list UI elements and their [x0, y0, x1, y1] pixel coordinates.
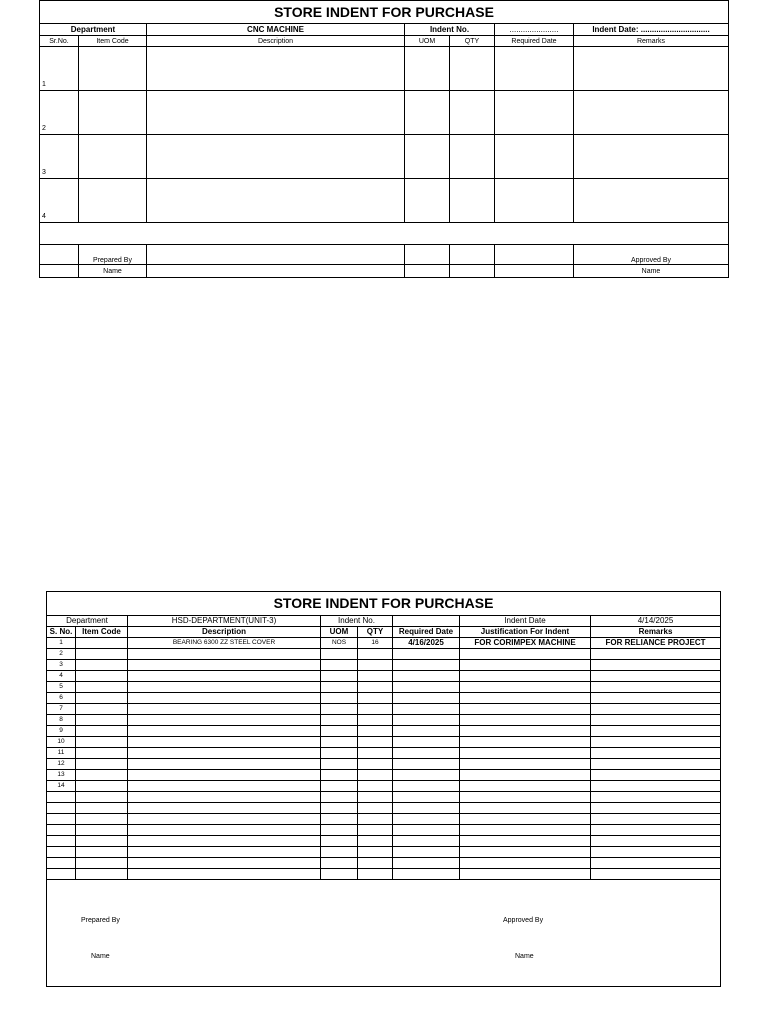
table-row — [40, 47, 729, 91]
table-row — [47, 803, 721, 814]
prepared-by-label: Prepared By — [81, 917, 120, 924]
uom-cell[interactable] — [405, 91, 450, 135]
sig-blank — [405, 245, 450, 265]
item-code-cell[interactable] — [76, 737, 128, 748]
sig-blank — [40, 245, 79, 265]
remarks-cell[interactable] — [591, 682, 721, 693]
department-label: Department — [40, 24, 147, 36]
uom-cell[interactable] — [321, 748, 358, 759]
uom-cell[interactable] — [321, 770, 358, 781]
row-serial — [47, 858, 76, 869]
item-code-cell[interactable] — [76, 660, 128, 671]
required-date-cell[interactable] — [393, 715, 460, 726]
item-code-cell[interactable] — [76, 836, 128, 847]
uom-cell[interactable] — [321, 836, 358, 847]
justification-cell[interactable] — [460, 825, 591, 836]
row-serial: 5 — [47, 682, 76, 693]
remarks-cell[interactable] — [591, 693, 721, 704]
table-row — [47, 836, 721, 847]
sig-blank — [495, 245, 574, 265]
item-code-cell[interactable] — [76, 638, 128, 649]
remarks-cell[interactable] — [591, 726, 721, 737]
remarks-cell[interactable] — [591, 781, 721, 792]
uom-cell[interactable]: NOS — [321, 638, 358, 649]
remarks-cell[interactable] — [591, 737, 721, 748]
indent-no-value: ...................... — [495, 24, 574, 36]
sig-blank — [147, 265, 405, 278]
justification-cell[interactable] — [460, 836, 591, 847]
justification-cell[interactable] — [460, 682, 591, 693]
uom-cell[interactable] — [321, 803, 358, 814]
form-title: STORE INDENT FOR PURCHASE — [40, 1, 729, 24]
col-header-item-code: Item Code — [79, 36, 147, 47]
form-title: STORE INDENT FOR PURCHASE — [47, 592, 721, 616]
sig-blank — [405, 265, 450, 278]
description-cell[interactable] — [128, 649, 321, 660]
remarks-cell[interactable] — [591, 660, 721, 671]
qty-cell[interactable] — [358, 671, 393, 682]
qty-cell[interactable] — [358, 737, 393, 748]
required-date-cell[interactable] — [393, 660, 460, 671]
uom-cell[interactable] — [321, 869, 358, 880]
table-row — [47, 682, 721, 693]
item-code-cell[interactable] — [76, 803, 128, 814]
item-code-cell[interactable] — [76, 748, 128, 759]
required-date-cell[interactable] — [393, 759, 460, 770]
qty-cell[interactable] — [358, 792, 393, 803]
qty-cell[interactable] — [358, 726, 393, 737]
row-serial — [47, 803, 76, 814]
table-row — [47, 748, 721, 759]
qty-cell[interactable] — [450, 179, 495, 223]
row-serial: 2 — [47, 649, 76, 660]
description-cell[interactable] — [128, 715, 321, 726]
signature-block — [47, 880, 721, 987]
justification-cell[interactable] — [460, 649, 591, 660]
justification-cell[interactable] — [460, 847, 591, 858]
justification-cell[interactable] — [460, 726, 591, 737]
row-serial: 2 — [40, 91, 79, 135]
qty-cell[interactable] — [358, 803, 393, 814]
indent-date-label: Indent Date: ............................... — [574, 24, 729, 36]
item-code-cell[interactable] — [76, 726, 128, 737]
row-serial: 3 — [40, 135, 79, 179]
name-label-right: Name — [515, 953, 534, 960]
required-date-cell[interactable] — [393, 693, 460, 704]
qty-cell[interactable] — [358, 814, 393, 825]
required-date-cell[interactable] — [495, 47, 574, 91]
uom-cell[interactable] — [321, 737, 358, 748]
table-row — [47, 638, 721, 649]
table-row — [47, 792, 721, 803]
required-date-cell[interactable] — [393, 847, 460, 858]
row-serial: 1 — [47, 638, 76, 649]
justification-cell[interactable] — [460, 737, 591, 748]
sig-blank — [450, 245, 495, 265]
justification-cell[interactable] — [460, 660, 591, 671]
name-label-right: Name — [574, 265, 729, 278]
col-header-required-date: Required Date — [495, 36, 574, 47]
indent-no-label: Indent No. — [321, 616, 393, 627]
qty-cell[interactable] — [358, 858, 393, 869]
remarks-cell[interactable] — [574, 91, 729, 135]
qty-cell[interactable] — [450, 91, 495, 135]
item-code-cell[interactable] — [76, 704, 128, 715]
uom-cell[interactable] — [321, 726, 358, 737]
required-date-cell[interactable] — [393, 792, 460, 803]
table-row — [40, 179, 729, 223]
table-row — [40, 135, 729, 179]
required-date-cell[interactable] — [393, 682, 460, 693]
description-cell[interactable]: BEARING 6300 ZZ STEEL COVER — [128, 638, 321, 649]
uom-cell[interactable] — [321, 693, 358, 704]
required-date-cell[interactable] — [495, 135, 574, 179]
indent-form-filled — [46, 591, 721, 987]
table-row — [47, 660, 721, 671]
description-cell[interactable] — [128, 759, 321, 770]
qty-cell[interactable] — [358, 660, 393, 671]
remarks-cell[interactable] — [591, 671, 721, 682]
uom-cell[interactable] — [321, 759, 358, 770]
remarks-cell[interactable] — [574, 135, 729, 179]
uom-cell[interactable] — [321, 671, 358, 682]
justification-cell[interactable] — [460, 704, 591, 715]
spacer-row — [40, 223, 729, 245]
description-cell[interactable] — [128, 781, 321, 792]
remarks-cell[interactable] — [591, 704, 721, 715]
description-cell[interactable] — [128, 825, 321, 836]
required-date-cell[interactable] — [393, 704, 460, 715]
required-date-cell[interactable]: 4/16/2025 — [393, 638, 460, 649]
item-code-cell[interactable] — [76, 693, 128, 704]
required-date-cell[interactable] — [393, 869, 460, 880]
description-cell[interactable] — [128, 858, 321, 869]
row-serial: 3 — [47, 660, 76, 671]
item-code-cell[interactable] — [76, 682, 128, 693]
justification-cell[interactable] — [460, 803, 591, 814]
remarks-cell[interactable] — [591, 836, 721, 847]
description-cell[interactable] — [128, 682, 321, 693]
required-date-cell[interactable] — [393, 814, 460, 825]
justification-cell[interactable] — [460, 814, 591, 825]
col-header-item-code: Item Code — [76, 627, 128, 638]
item-code-cell[interactable] — [79, 135, 147, 179]
col-header-qty: QTY — [358, 627, 393, 638]
remarks-cell[interactable] — [591, 803, 721, 814]
description-cell[interactable] — [128, 814, 321, 825]
approved-by-label: Approved By — [574, 245, 729, 265]
justification-cell[interactable] — [460, 748, 591, 759]
justification-cell[interactable] — [460, 715, 591, 726]
remarks-cell[interactable] — [591, 847, 721, 858]
table-row — [47, 847, 721, 858]
indent-form-blank — [39, 0, 729, 278]
remarks-cell[interactable] — [591, 748, 721, 759]
qty-cell[interactable] — [358, 770, 393, 781]
uom-cell[interactable] — [321, 715, 358, 726]
item-code-cell[interactable] — [76, 792, 128, 803]
table-row — [47, 671, 721, 682]
description-cell[interactable] — [147, 179, 405, 223]
table-row — [47, 726, 721, 737]
justification-cell[interactable] — [460, 693, 591, 704]
item-code-cell[interactable] — [76, 649, 128, 660]
qty-cell[interactable] — [358, 825, 393, 836]
description-cell[interactable] — [128, 748, 321, 759]
qty-cell[interactable] — [358, 869, 393, 880]
row-serial: 13 — [47, 770, 76, 781]
required-date-cell[interactable] — [393, 781, 460, 792]
uom-cell[interactable] — [405, 179, 450, 223]
row-serial — [47, 792, 76, 803]
description-cell[interactable] — [128, 704, 321, 715]
uom-cell[interactable] — [321, 814, 358, 825]
row-serial: 8 — [47, 715, 76, 726]
qty-cell[interactable] — [358, 781, 393, 792]
description-cell[interactable] — [147, 135, 405, 179]
qty-cell[interactable] — [358, 704, 393, 715]
name-label-left: Name — [79, 265, 147, 278]
row-serial: 1 — [40, 47, 79, 91]
description-cell[interactable] — [128, 869, 321, 880]
name-label-left: Name — [91, 953, 110, 960]
required-date-cell[interactable] — [393, 726, 460, 737]
item-code-cell[interactable] — [79, 91, 147, 135]
required-date-cell[interactable] — [393, 836, 460, 847]
qty-cell[interactable] — [358, 748, 393, 759]
item-code-cell[interactable] — [76, 858, 128, 869]
row-serial: 7 — [47, 704, 76, 715]
item-code-cell[interactable] — [76, 847, 128, 858]
remarks-cell[interactable] — [591, 858, 721, 869]
remarks-cell[interactable] — [574, 47, 729, 91]
indent-date-label: Indent Date — [460, 616, 591, 627]
qty-cell[interactable] — [450, 47, 495, 91]
prepared-by-label: Prepared By — [79, 245, 147, 265]
qty-cell[interactable] — [358, 759, 393, 770]
required-date-cell[interactable] — [495, 91, 574, 135]
row-serial: 6 — [47, 693, 76, 704]
table-row — [47, 858, 721, 869]
description-cell[interactable] — [128, 693, 321, 704]
justification-cell[interactable] — [460, 858, 591, 869]
row-serial — [47, 847, 76, 858]
justification-cell[interactable] — [460, 792, 591, 803]
item-code-cell[interactable] — [76, 869, 128, 880]
row-serial: 9 — [47, 726, 76, 737]
uom-cell[interactable] — [321, 649, 358, 660]
description-cell[interactable] — [128, 847, 321, 858]
qty-cell[interactable] — [358, 682, 393, 693]
col-header-uom: UOM — [321, 627, 358, 638]
row-serial — [47, 825, 76, 836]
uom-cell[interactable] — [321, 660, 358, 671]
qty-cell[interactable] — [450, 135, 495, 179]
required-date-cell[interactable] — [393, 671, 460, 682]
col-header-justification: Justification For Indent — [460, 627, 591, 638]
indent-date-value: 4/14/2025 — [591, 616, 721, 627]
table-row — [47, 781, 721, 792]
justification-cell[interactable] — [460, 781, 591, 792]
required-date-cell[interactable] — [393, 770, 460, 781]
qty-cell[interactable] — [358, 847, 393, 858]
indent-no-value[interactable] — [393, 616, 460, 627]
department-label: Department — [47, 616, 128, 627]
remarks-cell[interactable] — [574, 179, 729, 223]
item-code-cell[interactable] — [76, 671, 128, 682]
remarks-cell[interactable] — [591, 759, 721, 770]
uom-cell[interactable] — [405, 135, 450, 179]
item-code-cell[interactable] — [76, 781, 128, 792]
sig-blank — [450, 265, 495, 278]
uom-cell[interactable] — [321, 682, 358, 693]
uom-cell[interactable] — [321, 847, 358, 858]
table-row — [47, 825, 721, 836]
row-serial: 4 — [47, 671, 76, 682]
col-header-remarks: Remarks — [591, 627, 721, 638]
item-code-cell[interactable] — [76, 825, 128, 836]
required-date-cell[interactable] — [393, 858, 460, 869]
department-value: CNC MACHINE — [147, 24, 405, 36]
row-serial: 4 — [40, 179, 79, 223]
col-header-uom: UOM — [405, 36, 450, 47]
table-row — [47, 715, 721, 726]
required-date-cell[interactable] — [393, 825, 460, 836]
justification-cell[interactable] — [460, 869, 591, 880]
justification-cell[interactable]: FOR CORIMPEX MACHINE — [460, 638, 591, 649]
remarks-cell[interactable] — [591, 814, 721, 825]
remarks-cell[interactable] — [591, 649, 721, 660]
qty-cell[interactable] — [358, 715, 393, 726]
item-code-cell[interactable] — [79, 47, 147, 91]
table-row — [47, 704, 721, 715]
row-serial — [47, 836, 76, 847]
required-date-cell[interactable] — [393, 737, 460, 748]
item-code-cell[interactable] — [76, 759, 128, 770]
description-cell[interactable] — [128, 737, 321, 748]
description-cell[interactable] — [128, 836, 321, 847]
row-serial — [47, 814, 76, 825]
uom-cell[interactable] — [321, 781, 358, 792]
item-code-cell[interactable] — [76, 814, 128, 825]
required-date-cell[interactable] — [495, 179, 574, 223]
description-cell[interactable] — [128, 671, 321, 682]
qty-cell[interactable] — [358, 693, 393, 704]
col-header-qty: QTY — [450, 36, 495, 47]
row-serial: 14 — [47, 781, 76, 792]
uom-cell[interactable] — [321, 825, 358, 836]
uom-cell[interactable] — [321, 858, 358, 869]
description-cell[interactable] — [128, 660, 321, 671]
row-serial — [47, 869, 76, 880]
item-code-cell[interactable] — [76, 715, 128, 726]
sig-blank — [147, 245, 405, 265]
qty-cell[interactable]: 16 — [358, 638, 393, 649]
col-header-srno: Sr.No. — [40, 36, 79, 47]
required-date-cell[interactable] — [393, 803, 460, 814]
description-cell[interactable] — [128, 726, 321, 737]
table-row — [47, 759, 721, 770]
justification-cell[interactable] — [460, 759, 591, 770]
required-date-cell[interactable] — [393, 748, 460, 759]
remarks-cell[interactable] — [591, 869, 721, 880]
col-header-description: Description — [128, 627, 321, 638]
indent-no-label: Indent No. — [405, 24, 495, 36]
row-serial: 11 — [47, 748, 76, 759]
qty-cell[interactable] — [358, 836, 393, 847]
description-cell[interactable] — [128, 770, 321, 781]
justification-cell[interactable] — [460, 770, 591, 781]
col-header-description: Description — [147, 36, 405, 47]
uom-cell[interactable] — [321, 792, 358, 803]
department-value: HSD-DEPARTMENT(UNIT-3) — [128, 616, 321, 627]
table-row — [47, 737, 721, 748]
sig-blank — [40, 265, 79, 278]
item-code-cell[interactable] — [79, 179, 147, 223]
table-row — [47, 693, 721, 704]
table-row — [47, 770, 721, 781]
col-header-remarks: Remarks — [574, 36, 729, 47]
item-code-cell[interactable] — [76, 770, 128, 781]
table-row — [47, 869, 721, 880]
remarks-cell[interactable] — [591, 715, 721, 726]
description-cell[interactable] — [128, 792, 321, 803]
qty-cell[interactable] — [358, 649, 393, 660]
table-row — [40, 91, 729, 135]
uom-cell[interactable] — [321, 704, 358, 715]
table-row — [47, 649, 721, 660]
remarks-cell[interactable] — [591, 770, 721, 781]
required-date-cell[interactable] — [393, 649, 460, 660]
description-cell[interactable] — [147, 91, 405, 135]
uom-cell[interactable] — [405, 47, 450, 91]
row-serial: 10 — [47, 737, 76, 748]
col-header-sno: S. No. — [47, 627, 76, 638]
remarks-cell[interactable] — [591, 792, 721, 803]
remarks-cell[interactable]: FOR RELIANCE PROJECT — [591, 638, 721, 649]
remarks-cell[interactable] — [591, 825, 721, 836]
col-header-required-date: Required Date — [393, 627, 460, 638]
table-row — [47, 814, 721, 825]
justification-cell[interactable] — [460, 671, 591, 682]
description-cell[interactable] — [147, 47, 405, 91]
sig-blank — [495, 265, 574, 278]
description-cell[interactable] — [128, 803, 321, 814]
approved-by-label: Approved By — [503, 917, 544, 924]
row-serial: 12 — [47, 759, 76, 770]
